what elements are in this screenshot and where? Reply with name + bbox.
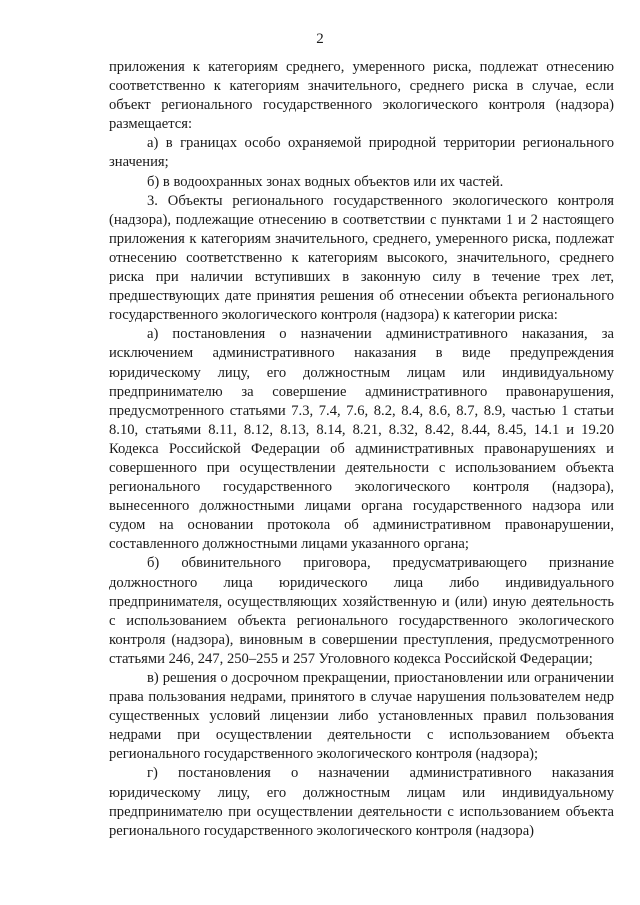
paragraph-item-v-subsoil: в) решения о досрочном прекращении, приостановлении или ограничении права пользования недрами, принятого в случае нарушения пользователем недр существенных условий лицензии либо установленных правил пользования недрами при осуществлении деятельности с использованием объекта регионального государственного экологического контроля (надзора); bbox=[109, 670, 614, 763]
paragraph-item-b-sentence: б) обвинительного приговора, предусматривающего признание должностного лица юридического лица либо индивидуального предпринимателя, осуществляющих хозяйственную и (или) иную деятельность с использованием объекта регионального государственного экологического контроля (надзора), виновным в совершении преступления, предусмотренного статьями 246, 247, 250–255 и 257 Уголовного кодекса Российской Федерации; bbox=[109, 555, 614, 667]
paragraph-item-g-resolution: г) постановления о назначении административного наказания юридическому лицу, его должностным лицам или индивидуальному предпринимателю при осуществлении деятельности с использованием объекта регионального государственного экологического контроля (надзора) bbox=[109, 765, 614, 839]
document-body bbox=[109, 58, 614, 841]
paragraph-item-b-water-zones: б) в водоохранных зонах водных объектов или их частей. bbox=[147, 173, 504, 190]
paragraph-section-3: 3. Объекты регионального государственного экологического контроля (надзора), подлежащие отнесению в соответствии с пунктами 1 и 2 настоящего приложения к категориям значительного, среднего, умеренного риска, подлежат отнесению соответственно к категориям высокого, значительного, среднего риска при наличии вступивших в законную силу в течение трех лет, предшествующих дате принятия решения об отнесении объекта регионального государственного экологического контроля (надзора) к категории риска: bbox=[109, 192, 614, 324]
page-number: 2 bbox=[316, 31, 324, 47]
paragraph-item-a-resolution: а) постановления о назначении административного наказания, за исключением административного наказания в виде предупреждения юридическому лицу, его должностным лицам или индивидуальному предпринимателю за совершение административного правонарушения, предусмотренного статьями 7.3, 7.4, 7.6, 8.2, 8.4, 8.6, 8.7, 8.9, частью 1 статьи 8.10, статьями 8.11, 8.12, 8.13, 8.14, 8.21, 8.32, 8.42, 8.44, 8.45, 14.1 и 19.20 Кодекса Российской Федерации об административных правонарушениях и совершенного при осуществлении деятельности с использованием объекта регионального государственного экологического контроля (надзора), вынесенного должностными лицами органа государственного надзора или судом на основании протокола об административном правонарушении, составленного должностными лицами указанного органа; bbox=[109, 326, 614, 553]
paragraph-item-a-protected-territory: а) в границах особо охраняемой природной территории регионального значения; bbox=[109, 135, 614, 171]
paragraph-intro-continuation: приложения к категориям среднего, умеренного риска, подлежат отнесению соответственно к категориям значительного, среднего риска в случае, если объект регионального государственного экологического контроля (надзора) размещается: bbox=[109, 59, 614, 133]
